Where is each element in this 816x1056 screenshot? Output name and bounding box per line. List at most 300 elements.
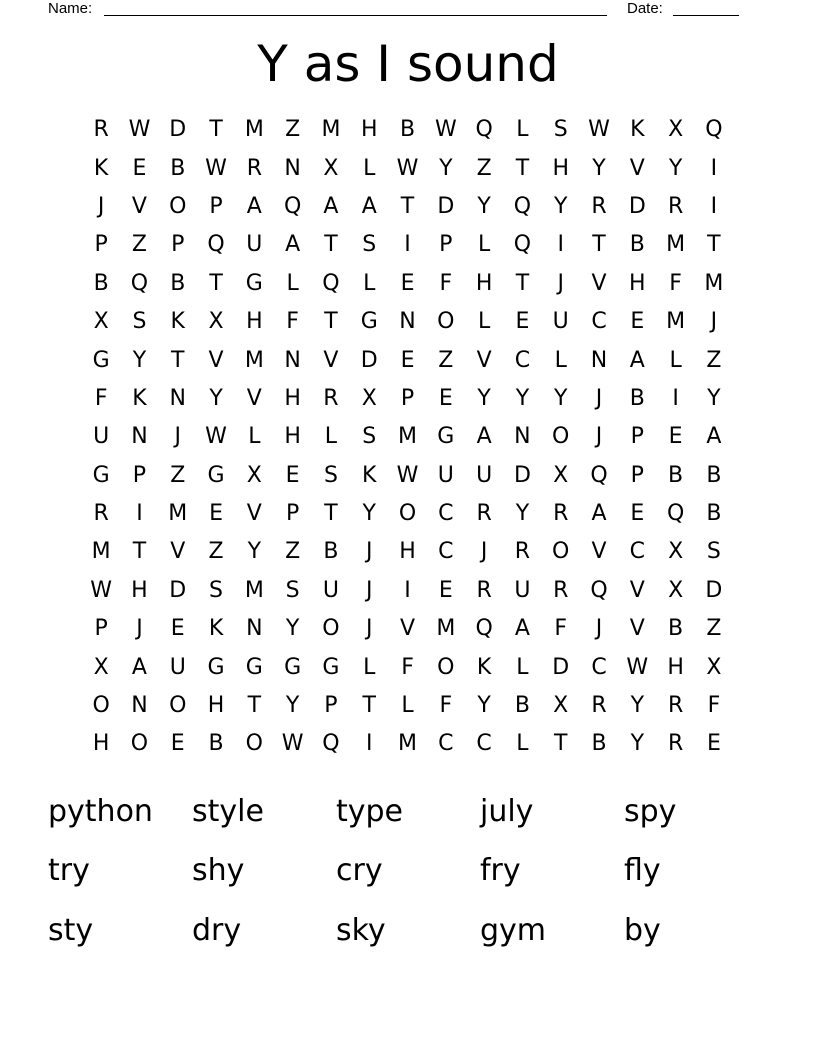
grid-letter: A: [323, 193, 339, 219]
word-bank-item: spy: [624, 793, 677, 829]
grid-letter: Z: [285, 117, 301, 143]
grid-letter: B: [706, 462, 722, 488]
grid-letter: Y: [209, 385, 223, 411]
grid-letter: Q: [513, 193, 532, 219]
word-bank-item: by: [624, 912, 661, 948]
grid-letter: W: [396, 155, 419, 181]
grid-letter: P: [400, 385, 415, 411]
grid-letter: B: [208, 731, 224, 757]
grid-letter: W: [205, 155, 227, 181]
word-bank-item: try: [48, 853, 90, 889]
word-bank-row: [48, 782, 768, 842]
grid-row: [82, 303, 733, 341]
grid-letter: C: [629, 539, 645, 565]
grid-letter: V: [591, 539, 607, 565]
grid-letter: S: [362, 232, 377, 258]
grid-letter: C: [476, 731, 492, 757]
grid-letter: C: [438, 731, 454, 757]
grid-letter: B: [170, 270, 186, 296]
word-bank: [48, 782, 768, 961]
grid-letter: W: [90, 577, 113, 603]
grid-letter: O: [552, 424, 570, 450]
grid-letter: T: [209, 117, 223, 143]
grid-letter: B: [706, 501, 722, 527]
grid-letter: Y: [515, 385, 530, 411]
grid-letter: A: [361, 193, 377, 219]
grid-letter: W: [434, 117, 457, 143]
grid-letter: M: [244, 577, 264, 603]
grid-letter: L: [401, 693, 414, 719]
grid-letter: J: [174, 424, 181, 450]
grid-letter: E: [438, 385, 453, 411]
grid-letter: U: [322, 577, 339, 603]
grid-row: [82, 149, 733, 187]
grid-letter: W: [396, 462, 419, 488]
grid-letter: R: [246, 155, 262, 181]
grid-letter: T: [247, 693, 262, 719]
grid-letter: B: [629, 385, 645, 411]
grid-letter: T: [324, 232, 338, 258]
grid-letter: Y: [668, 155, 683, 181]
grid-letter: Q: [130, 270, 149, 296]
grid-letter: A: [629, 347, 645, 373]
grid-letter: P: [94, 616, 108, 642]
grid-letter: Z: [438, 347, 454, 373]
grid-letter: Y: [553, 193, 568, 219]
grid-letter: J: [136, 616, 143, 642]
grid-letter: U: [93, 424, 110, 450]
grid-letter: J: [595, 385, 603, 411]
grid-letter: L: [477, 309, 491, 335]
grid-letter: Q: [590, 462, 608, 488]
grid-letter: Q: [322, 270, 340, 296]
grid-letter: J: [595, 616, 603, 642]
grid-letter: J: [97, 193, 105, 219]
grid-letter: M: [321, 117, 341, 143]
grid-letter: D: [169, 117, 187, 143]
word-bank-item: dry: [192, 912, 242, 948]
grid-row: [82, 572, 733, 610]
grid-letter: S: [209, 577, 224, 603]
word-bank-item: shy: [192, 853, 245, 889]
grid-letter: R: [553, 501, 569, 527]
grid-letter: M: [666, 232, 686, 258]
grid-letter: P: [132, 462, 147, 488]
grid-letter: Y: [285, 616, 300, 642]
grid-letter: L: [516, 654, 529, 680]
grid-letter: I: [136, 501, 143, 527]
grid-letter: F: [401, 654, 414, 680]
grid-row: [82, 380, 733, 418]
grid-letter: U: [169, 654, 186, 680]
grid-letter: M: [398, 424, 418, 450]
grid-letter: V: [323, 347, 339, 373]
grid-letter: I: [710, 193, 718, 219]
grid-letter: T: [707, 232, 721, 258]
grid-letter: U: [246, 232, 263, 258]
grid-letter: Z: [208, 539, 224, 565]
grid-letter: E: [400, 347, 415, 373]
grid-letter: U: [476, 462, 493, 488]
grid-letter: S: [553, 117, 568, 143]
grid-letter: K: [170, 309, 185, 335]
grid-letter: B: [668, 462, 684, 488]
grid-letter: M: [436, 616, 456, 642]
word-bank-item: style: [192, 793, 264, 829]
grid-letter: J: [365, 539, 373, 565]
grid-letter: N: [131, 693, 148, 719]
grid-letter: M: [398, 731, 418, 757]
grid-letter: T: [209, 270, 223, 296]
grid-letter: Y: [477, 385, 491, 411]
word-bank-row: [48, 842, 768, 902]
word-bank-item: fly: [624, 853, 661, 889]
grid-letter: B: [629, 232, 645, 258]
grid-letter: F: [439, 693, 453, 719]
grid-letter: A: [131, 654, 147, 680]
grid-letter: A: [514, 616, 530, 642]
grid-letter: V: [246, 385, 262, 411]
grid-letter: C: [438, 501, 454, 527]
grid-letter: T: [515, 270, 530, 296]
grid-letter: G: [92, 347, 110, 373]
grid-letter: H: [629, 270, 646, 296]
word-bank-item: sky: [336, 912, 386, 948]
grid-letter: C: [591, 309, 607, 335]
grid-letter: R: [93, 501, 109, 527]
grid-letter: X: [706, 654, 722, 680]
grid-letter: T: [324, 501, 338, 527]
grid-letter: A: [706, 424, 722, 450]
grid-letter: Q: [283, 193, 302, 219]
grid-letter: P: [324, 693, 338, 719]
grid-letter: S: [362, 424, 377, 450]
grid-row: [82, 687, 733, 725]
grid-letter: R: [591, 693, 607, 719]
grid-letter: I: [557, 232, 564, 258]
grid-row: [82, 265, 733, 303]
grid-letter: V: [591, 270, 607, 296]
grid-letter: S: [132, 309, 147, 335]
grid-letter: O: [398, 501, 417, 527]
worksheet-header: [0, 0, 816, 20]
grid-row: [82, 495, 733, 533]
grid-letter: L: [324, 424, 338, 450]
grid-row: [82, 188, 733, 226]
grid-letter: R: [476, 577, 492, 603]
grid-letter: K: [208, 616, 224, 642]
grid-letter: G: [207, 462, 225, 488]
word-bank-item: july: [480, 793, 534, 829]
grid-letter: Y: [553, 385, 568, 411]
grid-letter: A: [285, 232, 301, 258]
grid-letter: J: [557, 270, 564, 296]
grid-letter: F: [286, 309, 299, 335]
grid-letter: D: [705, 577, 723, 603]
grid-row: [82, 226, 733, 264]
grid-letter: R: [553, 577, 569, 603]
grid-letter: V: [246, 501, 262, 527]
grid-letter: V: [629, 616, 645, 642]
grid-letter: I: [404, 232, 411, 258]
grid-letter: O: [552, 539, 570, 565]
grid-letter: J: [365, 616, 373, 642]
grid-letter: N: [246, 616, 263, 642]
grid-letter: L: [516, 731, 529, 757]
grid-letter: N: [514, 424, 531, 450]
grid-letter: E: [209, 501, 223, 527]
grid-letter: L: [286, 270, 299, 296]
grid-letter: X: [323, 155, 339, 181]
grid-letter: Q: [475, 117, 493, 143]
grid-letter: H: [284, 385, 301, 411]
grid-letter: I: [365, 731, 373, 757]
grid-letter: Q: [207, 232, 225, 258]
grid-letter: S: [706, 539, 721, 565]
grid-letter: R: [514, 539, 531, 565]
word-search-grid: [82, 111, 733, 764]
grid-letter: Y: [515, 501, 530, 527]
grid-letter: L: [363, 270, 376, 296]
grid-letter: A: [246, 193, 262, 219]
grid-letter: L: [554, 347, 567, 373]
grid-letter: N: [131, 424, 148, 450]
grid-letter: G: [207, 654, 225, 680]
grid-letter: U: [514, 577, 531, 603]
grid-letter: H: [667, 654, 684, 680]
grid-letter: K: [362, 462, 377, 488]
grid-letter: M: [244, 347, 264, 373]
grid-letter: R: [591, 193, 607, 219]
grid-letter: O: [437, 309, 455, 335]
grid-letter: H: [475, 270, 493, 296]
grid-letter: X: [246, 462, 262, 488]
grid-letter: D: [552, 654, 570, 680]
name-label: Name:: [48, 0, 93, 17]
grid-letter: Y: [477, 693, 491, 719]
grid-letter: Q: [666, 501, 685, 527]
grid-letter: L: [363, 654, 376, 680]
grid-letter: K: [132, 385, 147, 411]
grid-letter: Y: [477, 193, 491, 219]
grid-letter: V: [629, 155, 645, 181]
grid-letter: Q: [513, 232, 532, 258]
grid-letter: O: [92, 693, 110, 719]
grid-letter: E: [400, 270, 415, 296]
grid-letter: X: [668, 539, 684, 565]
grid-letter: T: [132, 539, 147, 565]
grid-letter: B: [591, 731, 607, 757]
word-bank-item: gym: [480, 912, 547, 948]
grid-letter: Y: [630, 731, 645, 757]
grid-letter: M: [244, 117, 264, 143]
word-bank-row: [48, 901, 768, 961]
grid-letter: Q: [475, 616, 493, 642]
word-bank-item: cry: [336, 853, 383, 889]
grid-letter: P: [285, 501, 300, 527]
grid-letter: Z: [285, 539, 301, 565]
grid-letter: R: [667, 731, 684, 757]
grid-letter: M: [168, 501, 188, 527]
date-blank-line: [673, 15, 739, 16]
grid-letter: J: [710, 309, 718, 335]
grid-letter: V: [131, 193, 147, 219]
grid-letter: O: [169, 193, 187, 219]
grid-letter: Y: [630, 693, 645, 719]
grid-letter: N: [284, 155, 301, 181]
grid-letter: T: [592, 232, 606, 258]
grid-letter: G: [322, 654, 340, 680]
grid-letter: F: [439, 270, 453, 296]
grid-letter: X: [208, 309, 224, 335]
grid-letter: G: [245, 654, 263, 680]
grid-letter: H: [284, 424, 301, 450]
grid-letter: R: [667, 193, 684, 219]
grid-letter: V: [476, 347, 492, 373]
grid-letter: Y: [362, 501, 376, 527]
grid-letter: E: [515, 309, 530, 335]
grid-letter: D: [628, 193, 646, 219]
grid-letter: A: [591, 501, 607, 527]
grid-letter: Z: [131, 232, 147, 258]
grid-letter: L: [669, 347, 682, 373]
grid-letter: N: [169, 385, 186, 411]
grid-letter: B: [668, 616, 684, 642]
grid-letter: A: [476, 424, 492, 450]
grid-letter: W: [281, 731, 304, 757]
grid-letter: M: [704, 270, 724, 296]
grid-letter: Q: [322, 731, 340, 757]
grid-row: [82, 111, 733, 149]
grid-letter: T: [400, 193, 415, 219]
grid-letter: K: [630, 117, 645, 143]
grid-row: [82, 533, 733, 571]
grid-letter: X: [93, 309, 109, 335]
grid-letter: Q: [590, 577, 608, 603]
grid-letter: W: [128, 117, 151, 143]
grid-letter: H: [399, 539, 416, 565]
grid-letter: F: [707, 693, 721, 719]
grid-letter: C: [591, 654, 607, 680]
grid-row: [82, 457, 733, 495]
grid-letter: D: [169, 577, 187, 603]
grid-letter: R: [476, 501, 492, 527]
word-bank-item: fry: [480, 853, 521, 889]
grid-letter: H: [92, 731, 110, 757]
grid-letter: L: [477, 232, 491, 258]
grid-letter: F: [94, 385, 108, 411]
grid-letter: X: [93, 654, 109, 680]
grid-letter: I: [404, 577, 411, 603]
word-bank-item: python: [48, 793, 153, 829]
grid-letter: H: [131, 577, 148, 603]
grid-letter: Y: [439, 155, 453, 181]
grid-letter: S: [285, 577, 300, 603]
grid-letter: W: [626, 654, 649, 680]
grid-letter: X: [553, 462, 569, 488]
grid-letter: K: [476, 654, 492, 680]
name-blank-line: [104, 15, 607, 16]
grid-row: [82, 418, 733, 456]
grid-letter: X: [668, 577, 684, 603]
grid-letter: D: [360, 347, 378, 373]
grid-row: [82, 610, 733, 648]
grid-letter: B: [399, 117, 416, 143]
grid-letter: H: [552, 155, 569, 181]
grid-letter: U: [552, 309, 569, 335]
grid-letter: Y: [592, 155, 606, 181]
grid-letter: E: [170, 616, 185, 642]
grid-row: [82, 341, 733, 379]
grid-letter: Y: [247, 539, 262, 565]
grid-letter: K: [93, 155, 109, 181]
grid-letter: O: [169, 693, 187, 719]
grid-letter: O: [322, 616, 340, 642]
grid-letter: H: [360, 117, 378, 143]
grid-letter: P: [630, 424, 644, 450]
grid-letter: Z: [476, 155, 492, 181]
grid-letter: L: [363, 155, 376, 181]
grid-letter: D: [437, 193, 455, 219]
grid-letter: E: [630, 309, 645, 335]
grid-letter: G: [437, 424, 455, 450]
grid-letter: C: [514, 347, 531, 373]
grid-letter: X: [668, 117, 684, 143]
word-bank-item: sty: [48, 912, 94, 948]
grid-letter: X: [553, 693, 569, 719]
grid-letter: B: [323, 539, 339, 565]
grid-letter: W: [205, 424, 227, 450]
grid-letter: E: [285, 462, 300, 488]
grid-letter: E: [438, 577, 453, 603]
grid-letter: Y: [285, 693, 300, 719]
grid-letter: D: [513, 462, 531, 488]
grid-letter: G: [245, 270, 263, 296]
grid-letter: X: [361, 385, 377, 411]
grid-letter: U: [437, 462, 454, 488]
grid-letter: Y: [132, 347, 147, 373]
grid-letter: V: [208, 347, 224, 373]
grid-letter: E: [132, 155, 147, 181]
grid-letter: B: [514, 693, 530, 719]
grid-letter: N: [284, 347, 301, 373]
grid-row: [82, 648, 733, 686]
grid-letter: S: [323, 462, 338, 488]
grid-letter: V: [170, 539, 186, 565]
grid-letter: B: [170, 155, 186, 181]
grid-letter: R: [323, 385, 339, 411]
grid-letter: O: [130, 731, 149, 757]
grid-letter: Y: [707, 385, 721, 411]
grid-letter: C: [438, 539, 454, 565]
grid-letter: F: [669, 270, 682, 296]
grid-letter: E: [170, 731, 185, 757]
grid-row: [82, 725, 733, 763]
grid-letter: N: [399, 309, 416, 335]
grid-letter: J: [480, 539, 488, 565]
grid-letter: T: [324, 309, 338, 335]
grid-letter: P: [630, 462, 644, 488]
grid-letter: M: [91, 539, 111, 565]
grid-letter: V: [629, 577, 645, 603]
grid-letter: V: [399, 616, 416, 642]
grid-letter: I: [710, 155, 718, 181]
grid-letter: E: [630, 501, 645, 527]
grid-letter: P: [94, 232, 108, 258]
grid-letter: P: [209, 193, 223, 219]
grid-letter: T: [553, 731, 568, 757]
grid-letter: J: [365, 577, 373, 603]
